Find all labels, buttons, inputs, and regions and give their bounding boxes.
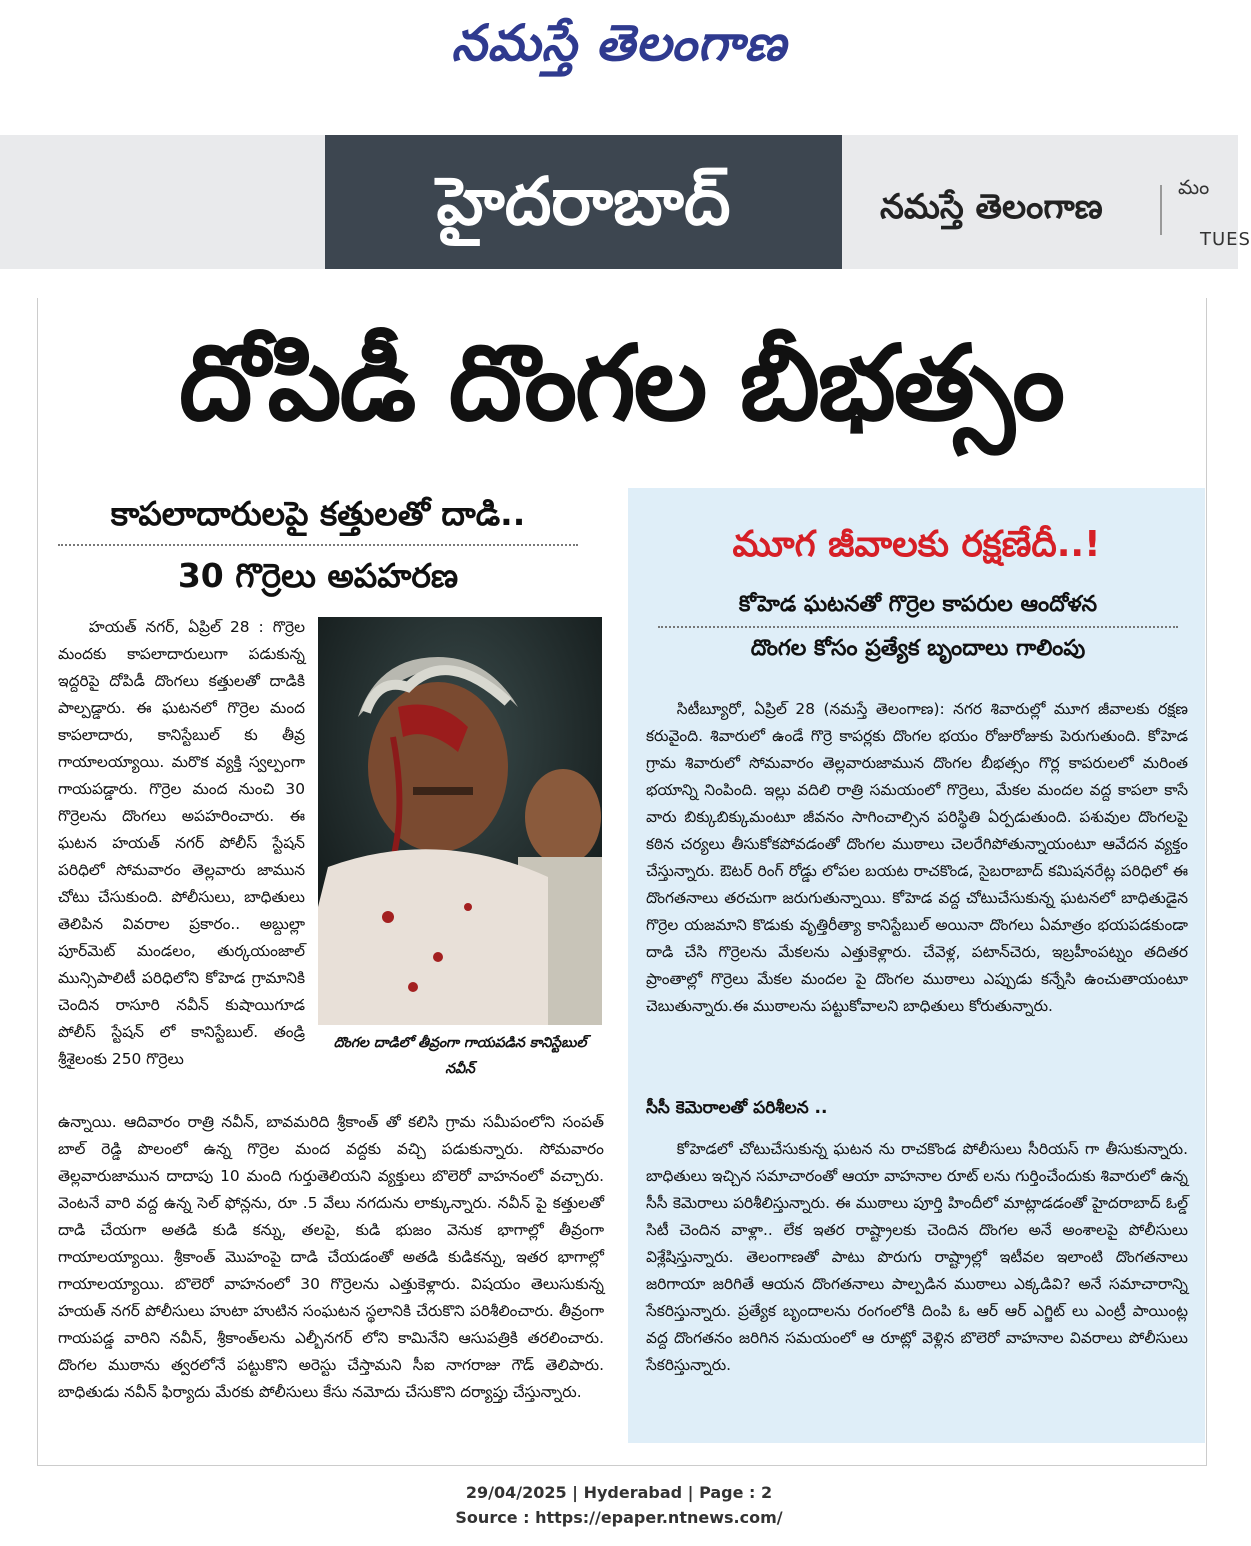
left-paragraph-1: హయత్‌ నగర్‌, ఏప్రిల్‌ 28 : గొర్రెల మందకు కాపలాదారులుగా పడుకున్న ఇద్దరిపై దోపిడీ దొంగలు కత్తులతో దాడికి పాల్పడ్డారు. ఈ ఘటనలో గొర్రెల మంద కాపలాదారు, కానిస్టేబుల్‌ కు తీవ్ర గాయాలయ్యాయి. మరొక వ్యక్తి స్వల్పంగా గాయపడ్డారు. గొర్రెల మంద నుంచి 30 గొర్రెలను దొంగలు అపహరించారు. ఈ ఘటన హయత్‌ నగర్‌ పోలీస్‌ స్టేషన్‌ పరిధిలో సోమవారం తెల్లవారు జామున చోటు చేసుకుంది. పోలీసులు, బాధితులు తెలిపిన వివరాల ప్రకారం.. అబ్దుల్లా పూర్‌మెట్‌ మండలం, తుర్కయంజాల్‌ మున్సిపాలిటీ పరిధిలోని కోహెడ గ్రామానికి చెందిన రాసూరి నవీన్‌ కుషాయిగూడ పోలీస్‌ స్టేషన్‌ లో కానిస్టేబుల్‌. తండ్రి శ్రీశైలంకు 250 గొర్రెలు	[58, 618, 305, 1068]
main-headline: దోపిడీ దొంగల బీభత్సం	[179, 322, 1063, 444]
section-title: హైదరాబాద్	[325, 135, 842, 269]
section-band	[0, 135, 1251, 269]
footer-source-link[interactable]: Source : https://epaper.ntnews.com/	[455, 1508, 783, 1527]
right-paragraph-2: కోహెడలో చోటుచేసుకున్న ఘటన ను రాచకొండ పోలీసులు సీరియస్‌ గా తీసుకున్నారు. బాధితులు ఇచ్చిన సమాచారంతో ఆయా వాహనాల రూట్‌ లను గుర్తించేందుకు శివారులో ఉన్న సీసీ కెమెరాలు పరిశీలిస్తున్నారు. ఈ ముఠాలు పూర్తి హిందీలో మాట్లాడడంతో హైదరాబాద్‌ ఓల్డ్‌ సిటీ చెందిన వాళ్లా.. లేక ఇతర రాష్ట్రాలకు చెందిన దొంగల అనే అంశాలపై పోలీసులు విశ్లేషిస్తున్నారు. తెలంగాణతో పాటు పొరుగు రాష్ట్రాల్లో ఇటీవల ఇలాంటి దొంగతనాలు జరిగాయా జరిగితే ఆయన దొంగతనాలు పాల్పడిన ముఠాలు ఎక్కడివి? అనే సమాచారాన్ని సేకరిస్తున్నారు. ప్రత్యేక బృందాలను రంగంలోకి దింపి ఓ ఆర్‌ ఆర్‌ ఎగ్జిట్‌ లు ఎంట్రీ పాయింట్ల వద్ద దొంగతనం జరిగిన సమయంలో ఆ రూట్లో వెళ్లిన బొలెరో వాహనాల వివరాలు పోలీసులు సేకరిస్తున్నారు.	[646, 1140, 1188, 1374]
sidebar-title: మూగ జీవాలకు రక్షణేదీ..!	[732, 524, 1101, 565]
injured-constable-photo	[318, 617, 602, 1025]
sidebar-subhead-2: దొంగల కోసం ప్రత్యేక బృందాలు గాలింపు	[750, 636, 1086, 661]
photo-caption: దొంగల దాడిలో తీవ్రంగా గాయపడిన కానిస్టేబుల్‌ నవీన్‌	[333, 1035, 587, 1077]
sidebar-subhead-1: కోహెడ ఘటనతో గొర్రెల కాపరుల ఆందోళన	[738, 592, 1098, 617]
news-photo	[318, 617, 602, 1025]
left-subhead-1: కాపలాదారులపై కత్తులతో దాడి..	[110, 494, 526, 533]
left-dotted-rule	[58, 544, 578, 546]
right-paragraph-1: సిటీబ్యూరో, ఏప్రిల్‌ 28 (నమస్తే తెలంగాణ): నగర శివారుల్లో మూగ జీవాలకు రక్షణ కరువైంది. శివారులో ఉండే గొర్రె కాపర్లకు దొంగల భయం రోజురోజుకు పెరుగుతుంది. కోహెడ గ్రామ శివారులో సోమవారం తెల్లవారుజామున దొంగల బీభత్సం గొర్ల కాపరులలో మరింత భయాన్ని నింపింది. ఇల్లు వదిలి రాత్రి సమయంలో గొర్రెలు, మేకల మందల వద్ద కాపలా కాసే వారు బిక్కుబిక్కుమంటూ జీవనం సాగించాల్సిన పరిస్థితి ఏర్పడుతుంది. పశువుల దొంగలపై కఠిన చర్యలు తీసుకోకపోవడంతో దొంగల ముఠాలు చెలరేగిపోతున్నాయంటూ ఆవేదన వ్యక్తం చేస్తున్నారు. ఔటర్‌ రింగ్‌ రోడ్డు లోపల బయట రాచకొండ, సైబరాబాద్‌ కమిషనరేట్ల పరిధిలో ఈ దొంగతనాలు తరచుగా జరుగుతున్నాయి. కోహెడ వద్ద చోటుచేసుకున్న ఘటనలో బాధితుడైన గొర్రెల యజమాని కొడుకు వృత్తిరీత్యా కానిస్టేబుల్‌ అయినా దొంగలు ఏమాత్రం భయపడకుండా దాడి చేసి గొర్రెలను మేకలను ఎత్తుకెళ్లారు. చేవెళ్ల, పటాన్‌చెరు, ఇబ్రహీంపట్నం తదితర ప్రాంతాల్లో గొర్రెలు మేకల మందల పై దొంగల ముఠాలు ఎప్పుడు కన్నేసి ఉంచుతాయంటూ చెబుతున్నారు.ఈ ముఠాలను పట్టుకోవాలని బాధితులు కోరుతున్నారు.	[646, 700, 1188, 1015]
left-story-column	[58, 614, 305, 1073]
right-story-column-2	[646, 1136, 1188, 1379]
sidebar-dotted-rule	[658, 626, 1178, 628]
band-date-fragment: మం	[1178, 175, 1210, 199]
band-day: TUES	[1200, 229, 1251, 250]
right-subhead-3: సీసీ కెమెరాలతో పరిశీలన ..	[646, 1098, 828, 1118]
masthead	[0, 0, 1238, 110]
newspaper-logo: నమస్తే తెలంగాణ	[451, 14, 787, 72]
band-divider	[1160, 185, 1162, 235]
left-story-column-wide	[58, 1109, 604, 1406]
right-story-column	[646, 696, 1188, 1020]
band-brand: నమస్తే తెలంగాణ	[880, 187, 1103, 227]
page-footer	[0, 1480, 1238, 1530]
footer-date-line: 29/04/2025 | Hyderabad | Page : 2	[465, 1483, 773, 1502]
left-subhead-2: 30 గొర్రెలు అపహరణ	[177, 556, 459, 595]
left-paragraph-2: ఉన్నాయి. ఆదివారం రాత్రి నవీన్‌, బావమరిది శ్రీకాంత్‌ తో కలిసి గ్రామ సమీపంలోని సంపత్‌ బాల్‌ రెడ్డి పొలంలో ఉన్న గొర్రెల మంద వద్దకు వచ్చి పడుకున్నారు. సోమవారం తెల్లవారుజామున దాదాపు 10 మంది గుర్తుతెలియని వ్యక్తులు బొలెరో వాహనంలో వచ్చారు. వెంటనే వారి వద్ద ఉన్న సెల్‌ ఫోన్లను, రూ .5 వేలు నగదును లాక్కున్నారు. నవీన్‌ పై కత్తులతో దాడి చేయగా అతడి కుడి కన్ను, తలపై, కుడి భుజం వెనుక భాగాల్లో తీవ్రంగా గాయాలయ్యాయి. శ్రీకాంత్‌ మొహంపై దాడి చేయడంతో అతడి కుడికన్ను, ఇతర భాగాల్లో గాయాలయ్యాయి. బొలెరో వాహనంలో 30 గొర్రెలను ఎత్తుకెళ్లారు. విషయం తెలుసుకున్న హయత్‌ నగర్‌ పోలీసులు హుటా హుటిన సంఘటన స్థలానికి చేరుకొని పరిశీలించారు. తీవ్రంగా గాయపడ్డ వారిని నవీన్‌, శ్రీకాంత్‌లను ఎల్బీనగర్‌ లోని కామినేని ఆసుపత్రికి తరలించారు. దొంగల ముఠాను త్వరలోనే పట్టుకొని అరెస్టు చేస్తామని సీఐ నాగరాజు గౌడ్‌ తెలిపారు. బాధితుడు నవీన్‌ ఫిర్యాదు మేరకు పోలీసులు కేసు నమోదు చేసుకొని దర్యాప్తు చేస్తున్నారు.	[58, 1113, 604, 1401]
